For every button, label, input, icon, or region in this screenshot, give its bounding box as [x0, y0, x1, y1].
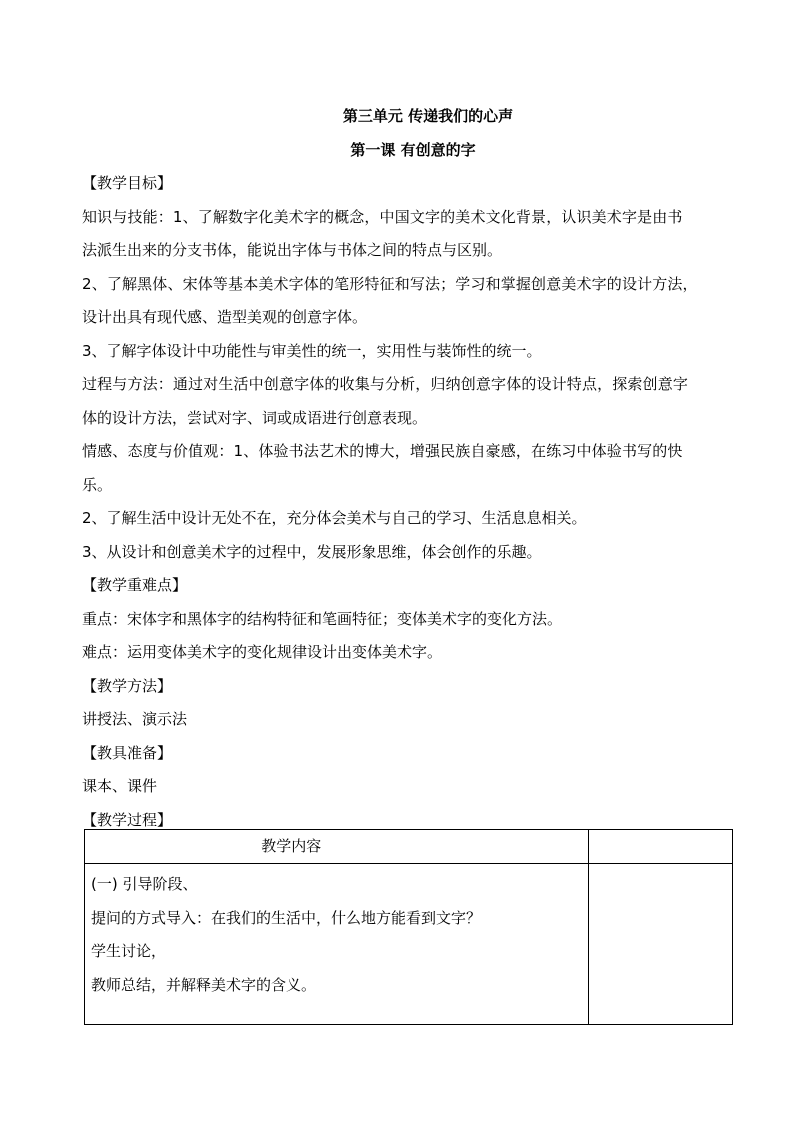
objective-emotion-2: 2、了解生活中设计无处不在，充分体会美术与自己的学习、生活息息相关。	[82, 509, 587, 527]
cell-line: 教师总结，并解释美术字的含义。	[91, 975, 317, 994]
section-heading-process: 【教学过程】	[82, 810, 173, 829]
section-heading-objectives: 【教学目标】	[82, 174, 173, 192]
objective-process-line-1: 过程与方法：通过对生活中创意字体的收集与分析，归纳创意字体的设计特点，探索创意字	[82, 375, 689, 393]
document-page	[82, 103, 734, 837]
unit-title: 第三单元 传递我们的心声	[342, 107, 514, 125]
objective-2-line-1: 2、了解黑体、宋体等基本美术字体的笔形特征和写法；学习和掌握创意美术字的设计方法，	[82, 274, 698, 293]
cell-line: 提问的方式导入：在我们的生活中，什么地方能看到文字？	[91, 908, 482, 927]
key-point: 重点：宋体字和黑体字的结构特征和笔画特征；变体美术字的变化方法。	[82, 609, 563, 628]
table-header-row	[85, 830, 733, 864]
objective-emotion-line-2: 乐。	[82, 475, 113, 494]
materials-text: 课本、课件	[82, 777, 158, 795]
teaching-process-table	[84, 829, 733, 1025]
difficult-point: 难点：运用变体美术字的变化规律设计出变体美术字。	[82, 643, 443, 661]
section-heading-key-points: 【教学重难点】	[82, 576, 188, 594]
objective-3: 3、了解字体设计中功能性与审美性的统一，实用性与装饰性的统一。	[82, 341, 542, 360]
objective-knowledge-line-1: 知识与技能：1、了解数字化美术字的概念，中国文字的美术文化背景，认识美术字是由书	[82, 207, 683, 226]
table-row	[85, 864, 733, 1025]
cell-line: (一) 引导阶段、	[91, 875, 198, 893]
objective-2-line-2: 设计出具有现代感、造型美观的创意字体。	[82, 308, 368, 326]
objective-emotion-3: 3、从设计和创意美术字的过程中，发展形象思维，体会创作的乐趣。	[82, 542, 542, 561]
objective-knowledge-line-2: 法派生出来的分支书体，能说出字体与书体之间的特点与区别。	[82, 241, 503, 259]
objective-emotion-line-1: 情感、态度与价值观：1、体验书法艺术的博大，增强民族自豪感，在练习中体验书写的快	[82, 442, 683, 460]
section-heading-methods: 【教学方法】	[82, 676, 173, 695]
table-cell-content	[85, 864, 589, 1025]
cell-line: 学生讨论，	[91, 942, 167, 960]
objective-process-line-2: 体的设计方法，尝试对字、词或成语进行创意表现。	[82, 408, 428, 427]
section-heading-materials: 【教具准备】	[82, 743, 173, 762]
lesson-plan-body	[82, 167, 734, 837]
table-cell-side	[588, 864, 732, 1025]
lesson-title: 第一课 有创意的字	[350, 141, 476, 159]
table-header-content: 教学内容	[85, 830, 589, 864]
table-header-side	[588, 830, 732, 864]
methods-text: 讲授法、演示法	[82, 710, 188, 728]
